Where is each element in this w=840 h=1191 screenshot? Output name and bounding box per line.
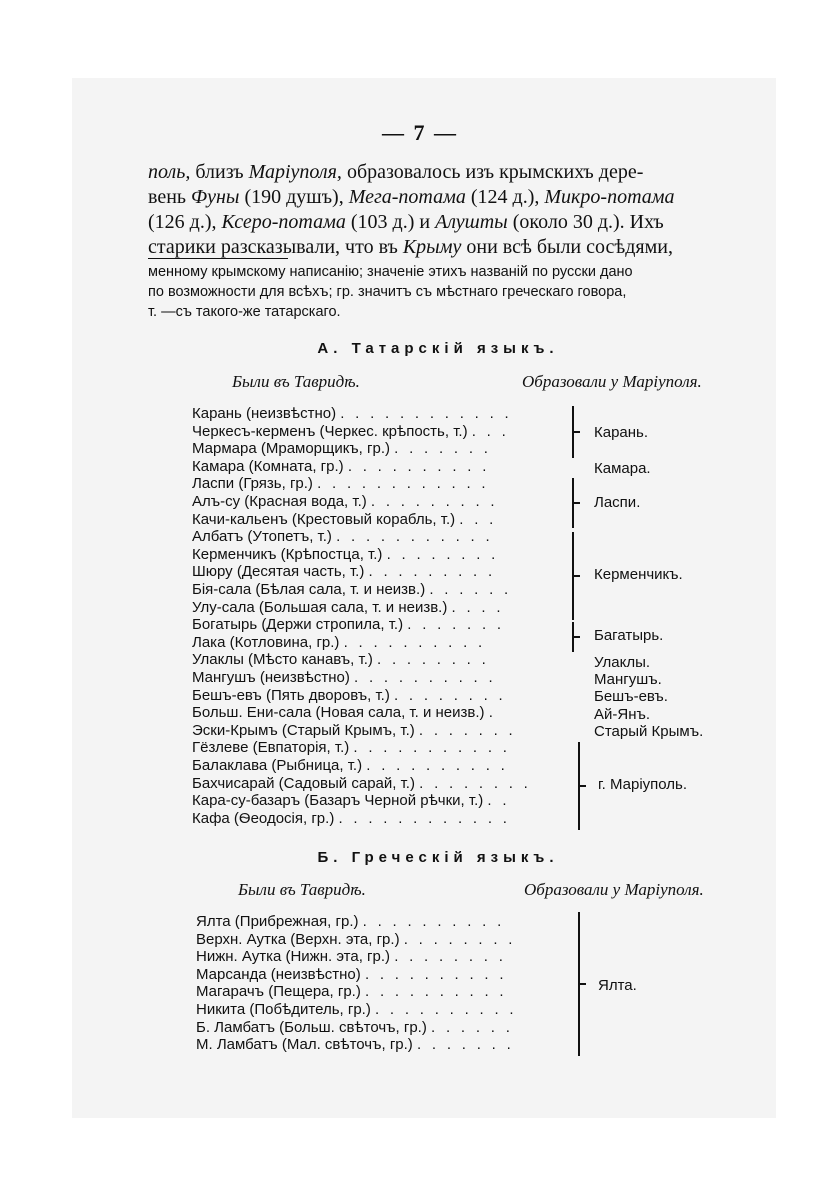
footnote-line: т. —съ такого-же татарскаго. [148,304,341,320]
para-line-1 [148,160,728,185]
table-row [192,599,504,617]
place-name: Фуны [191,186,240,208]
result-beshev: Бешъ-евъ. [594,688,668,705]
dot-leader: . . . . . . . . . . [343,633,486,651]
table-row [196,1019,513,1037]
table-row [192,739,510,757]
brace [572,532,584,620]
result-kamara: Камара. [594,460,651,477]
text: (124 д.), [465,186,545,208]
section-a-col-right: Образовали у Маріуполя. [522,372,702,391]
dot-leader: . . . . . . . . . [370,493,498,510]
result-yalta: Ялта. [598,977,637,994]
place-entry: Улу-сала (Большая сала, т. и неизв.) [192,598,448,616]
result-bagatyr: Багатырь. [594,627,664,644]
dot-leader: . . . . . . . [416,1036,515,1054]
place-entry: Ласпи (Грязь, гр.) [192,475,313,493]
table-row [196,931,516,949]
place-name: Ксеро-потама [221,211,346,233]
place-entry: Качи-кальенъ (Крестовый корабль, т.) [192,510,456,528]
dot-leader: . . [487,792,510,810]
dot-leader: . . . . . . . . . . [362,913,505,930]
place-entry: Кара-су-базаръ (Базаръ Черной рѣчки, т.) [192,792,484,810]
place-entry: Никита (Побѣдитель, гр.) [196,1001,371,1018]
place-name: Микро-потама [544,186,675,208]
para-line-3 [148,210,728,235]
dot-leader: . . . . . . . . . . . [353,739,511,757]
place-name: поль, [148,161,191,183]
table-row [196,913,505,931]
section-b-title: Б. Греческій языкъ. [317,849,559,866]
place-entry: Лака (Котловина, гр.) [192,633,340,651]
table-row [192,634,485,652]
place-entry: Нижн. Аутка (Нижн. эта, гр.) [196,948,391,966]
table-row [192,616,504,634]
section-b-col-left: Были въ Тавридѣ. [238,880,366,899]
para-line-2 [148,185,728,210]
text: (около 30 д.). Ихъ [507,211,664,233]
result-ayyan: Ай-Янъ. [594,706,651,723]
section-a-title: А. Татарскій языкъ. [317,340,559,357]
table-row [192,810,510,828]
table-row [192,405,512,423]
table-row [192,475,489,493]
place-entry: Бія-сала (Бѣлая сала, т. и неизв.) [192,581,426,598]
place-entry: Больш. Ени-сала (Новая сала, т. и неизв.) [192,704,485,722]
place-entry: Магарачъ (Пещера, гр.) [196,983,361,1001]
place-entry: Эски-Крымъ (Старый Крымъ, т.) [192,721,415,739]
place-entry: Марсанда (неизвѣстно) [196,965,361,983]
place-entry: Верхн. Аутка (Верхн. эта, гр.) [196,930,400,948]
table-row [192,563,495,581]
dot-leader: . . . . . . . [407,616,505,634]
result-laspi: Ласпи. [594,494,641,511]
brace [578,912,590,1056]
dot-leader: . . . . . . . . . . . . [317,475,489,493]
brace [572,406,584,458]
section-b-col-right: Образовали у Маріуполя. [524,880,704,899]
place-entry: Алъ-су (Красная вода, т.) [192,493,367,510]
dot-leader: . . . . . . [431,1018,514,1036]
dot-leader: . . . . . . . . [419,774,532,792]
text: старики разсказывали, что въ [148,236,403,258]
text: (103 д.) и [345,211,436,233]
place-entry: Ялта (Прибрежная, гр.) [196,913,359,930]
result-stary-krym: Старый Крымъ. [594,723,704,740]
place-entry: Бахчисарай (Садовый сарай, т.) [192,774,415,792]
place-entry: Бешъ-евъ (Пять дворовъ, т.) [192,686,390,704]
table-row [192,687,506,705]
result-mariupol: г. Маріуполь. [598,776,688,793]
table-row [192,440,491,458]
footnote-line: менному крымскому написанію; значеніе этихъ названій по русски дано [148,264,633,280]
dot-leader: . . . . . . . . [377,651,490,669]
body-paragraph [148,160,728,260]
table-row [192,581,512,599]
text: вень [148,186,192,208]
dot-leader: . . . . . . . . [394,686,507,704]
table-row [196,948,506,966]
place-entry: Улаклы (Мѣсто канавъ, т.) [192,651,373,669]
table-row [192,458,490,476]
table-row [192,546,499,564]
place-name: Мега-потама [348,186,466,208]
dot-leader: . . . . . . . . [403,930,516,948]
page-number: — 7 — [382,120,458,145]
place-entry: Кафа (Ѳеодосія, гр.) [192,809,335,827]
place-name: Крыму [402,236,462,258]
table-row [192,722,516,740]
dot-leader: . . . . . . . . [394,948,507,966]
dot-leader: . . . . . . . . . . . . [338,809,511,827]
text: они всѣ были сосѣдями, [461,236,673,258]
table-row [192,493,498,511]
dot-leader: . . . . . . . . . . [347,457,490,475]
dot-leader: . . . . [451,598,504,616]
para-line-4 [148,235,728,260]
footnote-rule [148,258,288,259]
dot-leader: . . . . . . . . . . [354,669,496,686]
dot-leader: . . . . . . . . . . . [336,528,493,546]
place-entry: Мармара (Мраморщикъ, гр.) [192,440,390,458]
place-name: Алушты [435,211,508,233]
footnote [148,262,728,322]
text: (126 д.), [148,211,222,233]
place-entry: Мангушъ (неизвѣстно) [192,669,350,686]
table-row [192,792,510,810]
section-a-col-left: Были въ Тавридѣ. [232,372,360,391]
dot-leader: . . . [459,510,497,528]
dot-leader: . [488,704,497,722]
place-entry: Б. Ламбатъ (Больш. свѣточъ, гр.) [196,1018,427,1036]
place-entry: Керменчикъ (Крѣпостца, т.) [192,545,383,563]
result-ulakly: Улаклы. [594,654,651,671]
table-row [196,966,507,984]
table-row [196,983,507,1001]
dot-leader: . . . . . . . . . [368,563,496,581]
place-entry: Богатырь (Держи стропила, т.) [192,616,404,634]
result-kermenchik: Керменчикъ. [594,566,683,583]
dot-leader: . . . . . . . . . . [365,983,507,1001]
dot-leader: . . . . . . . . [386,545,499,563]
table-row [192,528,493,546]
text: образовалось изъ крымскихъ дере- [341,161,644,183]
table-row [196,1001,517,1019]
place-entry: Шюру (Десятая часть, т.) [192,563,365,581]
place-entry: М. Ламбатъ (Мал. свѣточъ, гр.) [196,1036,413,1054]
table-row [192,757,508,775]
place-entry: Албатъ (Утопетъ, т.) [192,528,332,546]
text: (190 душъ), [239,186,349,208]
dot-leader: . . . . . . . . . . [364,965,507,983]
dot-leader: . . . [471,422,510,440]
place-entry: Гёзлеве (Евпаторія, т.) [192,739,350,757]
table-row [192,651,489,669]
place-name: Маріуполя, [248,161,342,183]
dot-leader: . . . . . . . [418,721,516,739]
place-entry: Черкесъ-керменъ (Черкес. крѣпость, т.) [192,422,468,440]
footnote-line: по возможности для всѣхъ; гр. значитъ съ мѣстнаго греческаго говора, [148,284,627,300]
place-entry: Камара (Комната, гр.) [192,457,344,475]
table-row [196,1036,514,1054]
text: близъ [190,161,249,183]
table-row [192,669,496,687]
dot-leader: . . . . . . . . . . . . [340,405,512,422]
brace [578,742,590,830]
table-row [192,704,496,722]
dot-leader: . . . . . . . . . . [366,757,509,774]
table-row [192,511,497,529]
result-mangush: Мангушъ. [594,671,662,688]
result-karan: Карань. [594,424,649,441]
place-entry: Балаклава (Рыбница, т.) [192,757,363,774]
place-entry: Карань (неизвѣстно) [192,405,337,422]
dot-leader: . . . . . . . [394,440,492,458]
brace [572,622,584,652]
table-row [192,423,509,441]
brace [572,478,584,528]
dot-leader: . . . . . . . . . . [375,1001,517,1018]
table-row [192,775,531,793]
dot-leader: . . . . . . [429,581,512,598]
